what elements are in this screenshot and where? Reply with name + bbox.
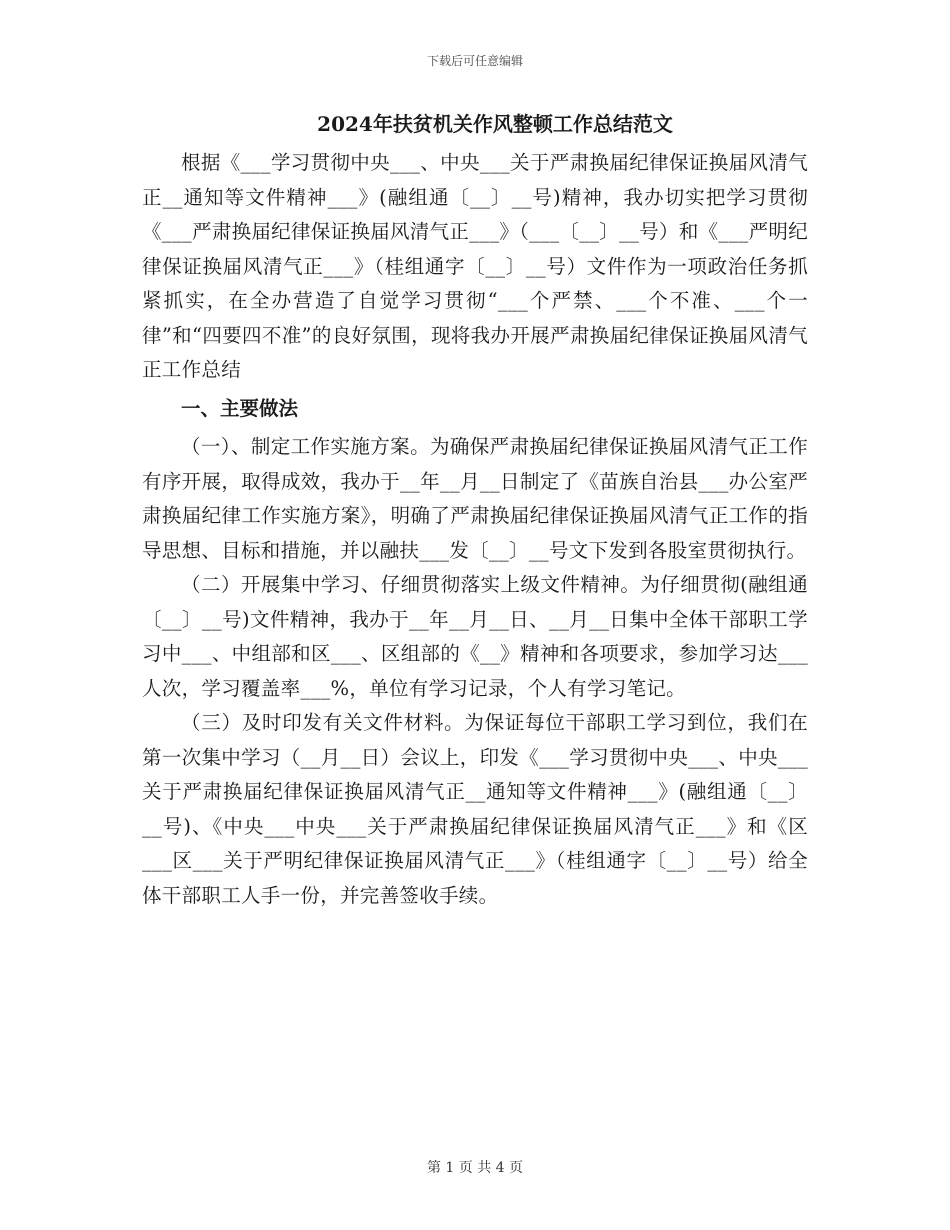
paragraph-document-distribution: （三）及时印发有关文件材料。为保证每位干部职工学习到位，我们在第一次集中学习（__月__日）会议上，印发《___学习贯彻中央___、中央___关于严肃换届纪律保证换届风清气正__通知等文件精神___》(融组通〔__〕__号)、《中央___中央___关于严肃换届纪律保证换届风清气正___》和《区___区___关于严明纪律保证换届风清气正___》（桂组通字〔__〕__号）给全体干部职工人手一份，并完善签收手续。 <box>142 711 808 907</box>
page-header-note: 下载后可任意编辑 <box>426 54 523 68</box>
section-heading-main-practices: 一、主要做法 <box>181 396 299 420</box>
page-number: 第 1 页 共 4 页 <box>426 1160 524 1176</box>
paragraph-implementation-plan: （一）、制定工作实施方案。为确保严肃换届纪律保证换届风清气正工作有序开展，取得成效，我办于__年__月__日制定了《苗族自治县___办公室严肃换届纪律工作实施方案》，明确了严肃换届纪律保证换届风清气正工作的指导思想、目标和措施，并以融扶___发〔__〕__号文下发到各股室贯彻执行。 <box>142 435 808 562</box>
document-body <box>142 106 808 913</box>
document-title: 2024年扶贫机关作风整顿工作总结范文 <box>317 112 673 136</box>
paragraph-centralized-study: （二）开展集中学习、仔细贯彻落实上级文件精神。为仔细贯彻(融组通〔__〕__号)文件精神，我办于__年__月__日、__月__日集中全体干部职工学习中___、中组部和区___、区组部的《__》精神和各项要求，参加学习达___人次，学习覆盖率___%，单位有学习记录，个人有学习笔记。 <box>142 573 808 700</box>
intro-paragraph: 根据《___学习贯彻中央___、中央___关于严肃换届纪律保证换届风清气正__通知等文件精神___》(融组通〔__〕__号)精神，我办切实把学习贯彻《___严肃换届纪律保证换届风清气正___》（___〔__〕__号）和《___严明纪律保证换届风清气正___》（桂组通字〔__〕__号）文件作为一项政治任务抓紧抓实，在全办营造了自觉学习贯彻“___个严禁、___个不准、___个一律”和“四要四不准”的良好氛围，现将我办开展严肃换届纪律保证换届风清气正工作总结 <box>142 151 808 381</box>
